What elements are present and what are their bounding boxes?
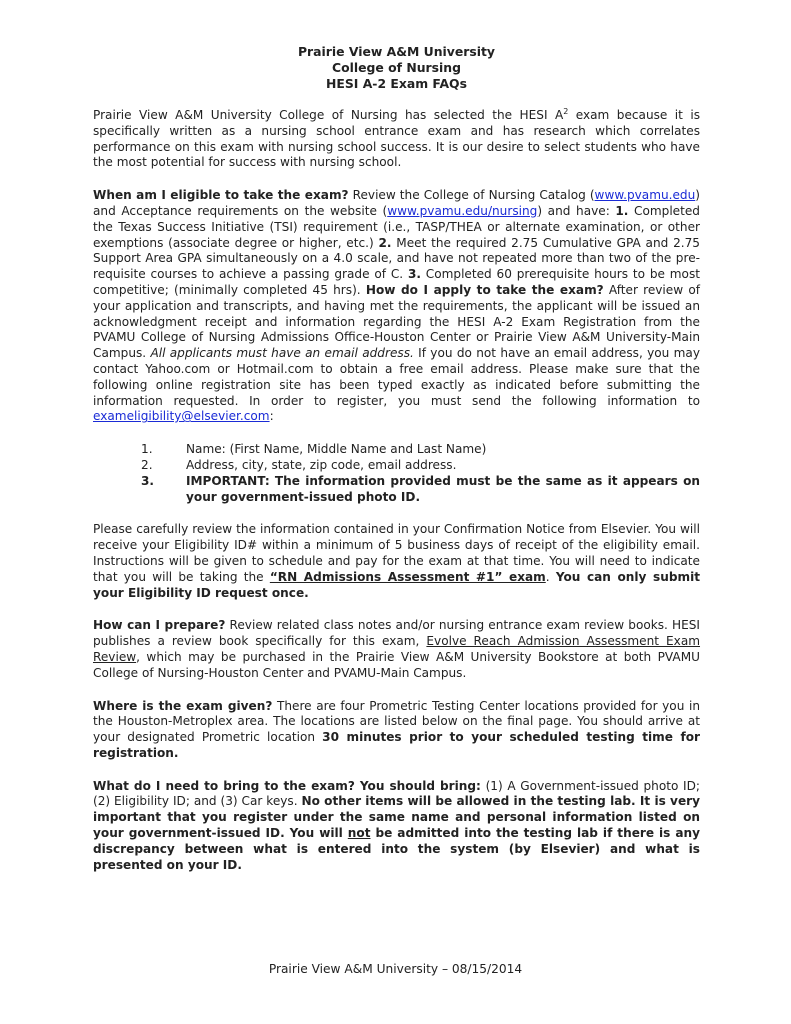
email-requirement: All applicants must have an email address. (150, 346, 414, 361)
list-text: IMPORTANT: The information provided must be the same as it appears on your government-issued photo ID. (186, 473, 700, 504)
text: Meet the required 2.75 Cumulative GPA and 2.75 Support Area GPA simultaneously on a 4.0 scale, and have not repeated more than two of the pre-requisite courses to achieve a passing grade of C. (93, 235, 700, 282)
text: After review of your application and transcripts, and having met the requirements, the applicant will be issued an acknowledgment receipt and information regarding the HESI A-2 Exam Registration from the PVAMU College of Nursing Admissions Office-Houston Center or Prairie View A&M University-Main Campus. (93, 282, 700, 361)
intro-text: Prairie View A&M University College of Nursing has selected the HESI A (93, 108, 564, 122)
location-paragraph (93, 699, 700, 762)
list-item (93, 458, 700, 474)
list-item (93, 442, 700, 458)
arrival-note: 30 minutes prior to your scheduled testing time for registration. (93, 730, 700, 760)
page-footer: Prairie View A&M University – 08/15/2014 (268, 962, 523, 976)
text: Completed 60 prerequisite hours to be most competitive; (minimally completed 45 hrs). (93, 267, 700, 297)
location-question: Where is the exam given? (93, 698, 273, 713)
eligibility-paragraph (93, 188, 700, 425)
text: Please carefully review the information contained in your Confirmation Notice from Elsevier. You will receive your Eligibility ID# within a minimum of 5 business days of receipt of the eligibility email. Instructions will be given to schedule and pay for the exam at that time. You will need to indicate that you will be taking the (93, 522, 700, 584)
text: : (269, 409, 274, 424)
apply-question: How do I apply to take the exam? (365, 282, 604, 297)
submit-once-note: You can only submit your Eligibility ID request once. (93, 569, 700, 600)
bring-question: What do I need to bring to the exam? You should bring: (93, 778, 481, 793)
registration-info-list (93, 442, 700, 505)
text: Completed the Texas Success Initiative (TSI) requirement (i.e., TASP/THEA or alternate examination, or other exemptions (associate degree or higher, etc.) (93, 203, 700, 250)
bring-warning: No other items will be allowed in the testing lab. It is very important that you register under the same name and personal information listed on your government-issued ID. You will (93, 794, 700, 841)
not-emphasis: not (347, 826, 371, 841)
list-item (93, 474, 700, 506)
step-number: 3. (407, 267, 421, 282)
pvamu-link[interactable]: www.pvamu.edu (594, 188, 696, 203)
text: (1) A Government-issued photo ID; (2) Eligibility ID; and (3) Car keys. (93, 778, 700, 809)
list-text: Name: (First Name, Middle Name and Last Name) (186, 442, 487, 457)
step-number: 1. (615, 203, 629, 218)
prepare-paragraph (93, 618, 700, 681)
text: There are four Prometric Testing Center locations provided for you in the Houston-Metroplex area. The locations are listed below on the final page. You should arrive at your designated Prometric location (93, 698, 700, 745)
college-name: College of Nursing (332, 60, 461, 75)
prepare-question: How can I prepare? (93, 618, 226, 633)
document-title: HESI A-2 Exam FAQs (326, 76, 467, 91)
list-number: 1. (141, 442, 153, 457)
intro-text-cont: exam because it is specifically written as a nursing school entrance exam and has research which correlates performance on this exam with nursing school success. It is our desire to select students who have the most potential for success with nursing school. (93, 108, 700, 170)
text: If you do not have an email address, you may contact Yahoo.com or Hotmail.com to obtain a free email address. Please make sure that the following online registration site has been typed exactly as indicated before submitting the information requested. In order to register, you must send the following information to (93, 346, 701, 408)
bring-warning-cont: be admitted into the testing lab if there is any discrepancy between what is entered into the system (by Elsevier) and what is presented on your ID. (93, 826, 701, 872)
list-number: 3. (141, 473, 155, 488)
text: Review the College of Nursing Catalog ( (348, 188, 595, 203)
list-number: 2. (141, 457, 153, 472)
bring-paragraph (93, 779, 700, 874)
university-name: Prairie View A&M University (297, 44, 496, 59)
text: , which may be purchased in the Prairie View A&M University Bookstore at both PVAMU College of Nursing-Houston Center and PVAMU-Main Campus. (93, 649, 700, 680)
text: ) and have: (537, 203, 616, 218)
text: . (545, 569, 556, 584)
text: ) and Acceptance requirements on the website ( (93, 188, 700, 218)
intro-paragraph (93, 108, 700, 171)
exam-name: “RN Admissions Assessment #1” exam (269, 569, 546, 584)
text: Review related class notes and/or nursing entrance exam review books. HESI publishes a review book specifically for this exam, (93, 618, 700, 649)
confirmation-paragraph (93, 522, 700, 601)
step-number: 2. (378, 235, 392, 250)
superscript: 2 (563, 106, 569, 116)
document-header (93, 44, 700, 92)
nursing-link[interactable]: www.pvamu.edu/nursing (387, 203, 538, 218)
document-page (93, 44, 700, 890)
review-book-title: Evolve Reach Admission Assessment Exam Review (93, 634, 701, 664)
elsevier-email-link[interactable]: exameligibility@elsevier.com (93, 409, 270, 424)
eligibility-question: When am I eligible to take the exam? (93, 188, 349, 203)
list-text: Address, city, state, zip code, email address. (186, 457, 457, 472)
